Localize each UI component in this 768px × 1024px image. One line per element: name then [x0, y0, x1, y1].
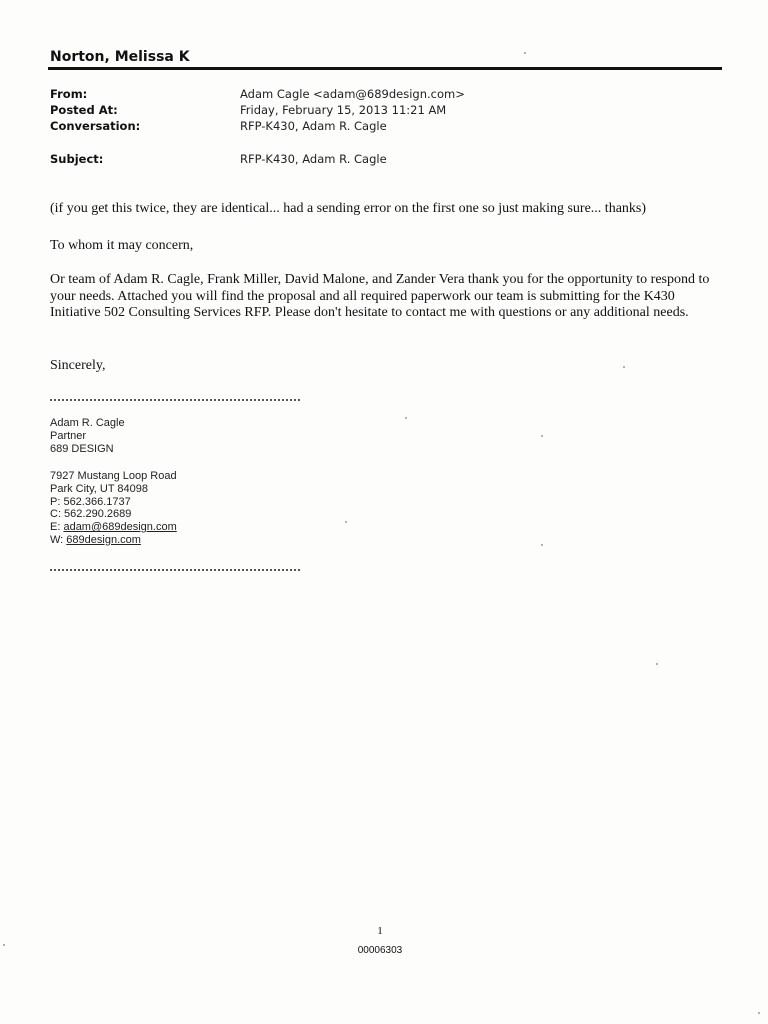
signature-web-line	[50, 534, 177, 547]
signature-email-line	[50, 521, 177, 534]
from-label: From:	[50, 87, 88, 101]
bates-number: 00006303	[357, 945, 403, 956]
scan-speck	[623, 366, 625, 368]
signature-email-link[interactable]: adam@689design.com	[63, 521, 177, 534]
page-number: 1	[377, 925, 383, 937]
signature-company: 689 DESIGN	[50, 442, 114, 455]
body-note: (if you get this twice, they are identical... had a sending error on the first one so just making sure... thanks)	[50, 201, 647, 216]
signature-identity	[50, 417, 125, 455]
signature-web-prefix: W:	[50, 533, 67, 546]
signature-title: Partner	[50, 429, 87, 442]
scan-speck	[541, 544, 543, 546]
scan-speck	[758, 1012, 760, 1014]
signature-address-line1: 7927 Mustang Loop Road	[50, 470, 177, 482]
subject-value: RFP-K430, Adam R. Cagle	[240, 152, 387, 166]
scan-speck	[524, 52, 526, 54]
signature-contact	[50, 470, 177, 547]
signature-web-link[interactable]: 689design.com	[66, 533, 141, 546]
scan-speck	[345, 521, 347, 523]
document-owner: Norton, Melissa K	[50, 49, 190, 65]
from-value: Adam Cagle <adam@689design.com>	[240, 87, 465, 101]
scan-speck	[656, 663, 658, 665]
body-main-paragraph: Or team of Adam R. Cagle, Frank Miller, David Malone, and Zander Vera thank you for the opportunity to respond to your needs. Attached you will find the proposal and all required paperwork our team is submitting for the K430 Initiative 502 Consulting Services RFP. Please don't hesitate to contact me with questions or any additional needs.	[50, 272, 710, 320]
signature-cell: C: 562.290.2689	[50, 508, 132, 521]
body-greeting: To whom it may concern,	[50, 238, 194, 253]
signature-divider-top	[50, 399, 300, 401]
conversation-label: Conversation:	[50, 119, 141, 133]
signature-name: Adam R. Cagle	[50, 417, 125, 429]
signature-address-line2: Park City, UT 84098	[50, 482, 149, 495]
scan-speck	[541, 435, 543, 437]
signature-phone: P: 562.366.1737	[50, 495, 131, 508]
posted-at-label: Posted At:	[50, 103, 118, 117]
scan-speck	[3, 944, 5, 946]
conversation-value: RFP-K430, Adam R. Cagle	[240, 119, 387, 133]
signature-email-prefix: E:	[50, 521, 64, 534]
subject-label: Subject:	[50, 152, 104, 166]
signature-divider-bottom	[50, 569, 300, 571]
posted-at-value: Friday, February 15, 2013 11:21 AM	[240, 103, 447, 117]
scan-speck	[405, 417, 407, 419]
body-closing: Sincerely,	[50, 358, 106, 373]
header-rule	[48, 67, 722, 70]
